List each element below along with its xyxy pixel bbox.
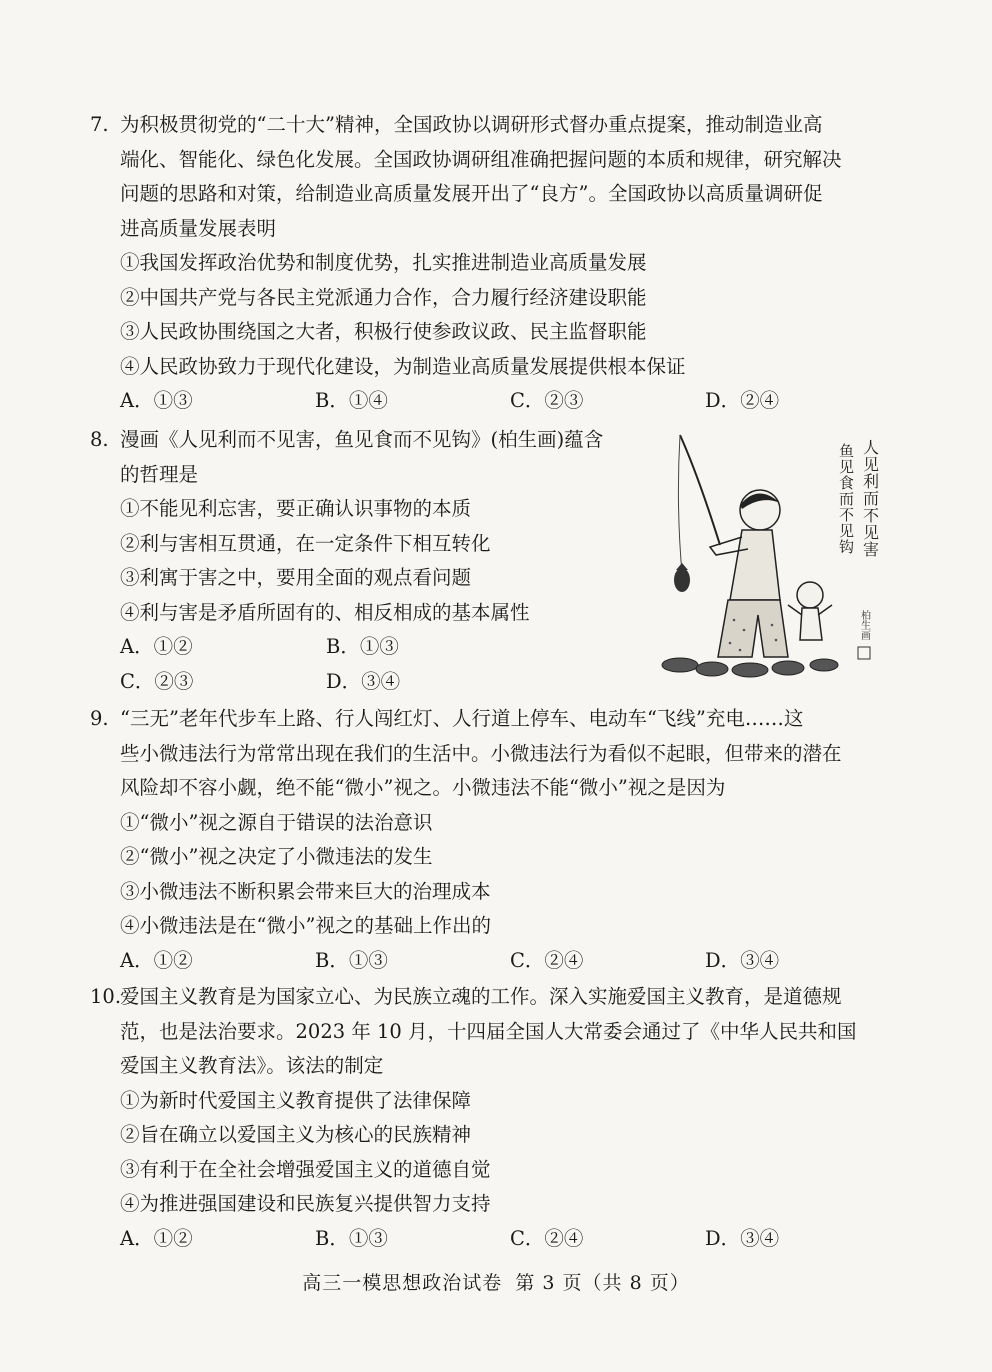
stem-line: 风险却不容小觑，绝不能“微小”视之。小微违法不能“微小”视之是因为 [120,776,726,799]
option-c[interactable]: C．②③ [510,389,584,412]
option-d[interactable]: D．②④ [705,389,780,412]
statement: ③有利于在全社会增强爱国主义的道德自觉 [120,1157,491,1181]
stem-line: 进高质量发展表明 [120,216,277,240]
option-a[interactable]: A．①② [120,1226,193,1250]
statement: ③利寓于害之中，要用全面的观点看问题 [120,566,472,589]
answer-options [90,1222,900,1257]
page-footer [0,1268,992,1295]
statement: ①我国发挥政治优势和制度优势，扎实推进制造业高质量发展 [120,251,647,274]
answer-options-row-1 [90,630,650,665]
question-number: 8. [90,428,109,451]
fish-icon [674,568,690,592]
statement: ①不能见利忘害，要正确认识事物的本质 [120,497,472,520]
stem-line: 8. 漫画《人见利而不见害，鱼见食而不见钩》(柏生画)蕴含 [90,423,650,458]
option-c[interactable]: C．②③ [120,669,194,693]
answer-options [90,944,900,979]
option-c[interactable]: C．②④ [510,948,584,972]
man-trousers [718,600,788,657]
statement: ④人民政协致力于现代化建设，为制造业高质量发展提供根本保证 [120,354,686,378]
option-c[interactable]: C．②④ [510,1226,584,1250]
question-number: 10. [90,985,122,1008]
stem-line: 9. “三无”老年代步车上路、行人闯红灯、人行道上停车、电动车“飞线”充电……这 [90,702,900,737]
statement: ③小微违法不断积累会带来巨大的治理成本 [120,879,491,903]
statement: ②旨在确立以爱国主义为核心的民族精神 [120,1123,472,1146]
stem-line: 端化、智能化、绿色化发展。全国政协调研组准确把握问题的本质和规律，研究解决 [120,147,842,171]
option-d[interactable]: D．③④ [705,1226,780,1250]
stem-line: 10. 爱国主义教育是为国家立心、为民族立魂的工作。深入实施爱国主义教育，是道德规 [90,980,900,1015]
statement: ①“微小”视之源自于错误的法治意识 [120,810,433,834]
fishing-rod [680,435,720,545]
stem-line: 范，也是法治要求。2023 年 10 月，十四届全国人大常委会通过了《中华人民共和国 [120,1019,857,1043]
statement: ②利与害相互贯通，在一定条件下相互转化 [120,531,491,555]
question-stem [90,108,900,246]
page-number: 第 3 页（共 8 页） [515,1272,690,1294]
option-d[interactable]: D．③④ [705,948,780,972]
option-a[interactable]: A．①③ [120,389,193,412]
stem-line: 7. 为积极贯彻党的“二十大”精神，全国政协以调研形式督办重点提案，推动制造业高 [90,108,900,143]
cartoon-signature: 柏生画 [858,610,870,640]
option-d[interactable]: D．③④ [326,669,401,693]
stem-line: 的哲理是 [120,462,199,486]
question-number: 9. [90,707,109,730]
man-body [730,530,780,600]
stem-line: 些小微违法行为常常出现在我们的生活中。小微违法行为看似不起眼，但带来的潜在 [120,741,842,765]
cartoon-fisherman-illustration [650,425,895,695]
cartoon-caption-col1: 人见利而不见害 [860,439,880,558]
statement: ①为新时代爱国主义教育提供了法律保障 [120,1088,472,1112]
question-8 [90,423,650,699]
statement: ④利与害是矛盾所固有的、相反相成的基本属性 [120,600,530,624]
option-b[interactable]: B．①③ [315,1226,388,1250]
cartoon-caption-col2: 鱼见食而不见钩 [837,443,855,555]
child-body [800,608,822,640]
answer-options-row-2 [90,665,650,700]
rocks [662,658,838,677]
exam-title: 高三一模思想政治试卷 [302,1272,503,1294]
statement: ③人民政协围绕国之大者，积极行使参政议政、民主监督职能 [120,320,647,343]
question-7 [90,108,900,419]
option-b[interactable]: B．①③ [326,635,399,658]
answer-options [90,384,900,419]
option-a[interactable]: A．①② [120,635,193,658]
option-b[interactable]: B．①④ [315,389,388,412]
question-number: 7. [90,113,109,136]
question-10 [90,980,900,1256]
statement: ④为推进强国建设和民族复兴提供智力支持 [120,1192,491,1215]
statement: ④小微违法是在“微小”视之的基础上作出的 [120,914,491,937]
stem-line: 爱国主义教育法》。该法的制定 [120,1054,384,1077]
stem-line: 问题的思路和对策，给制造业高质量发展开出了“良方”。全国政协以高质量调研促 [120,182,823,205]
fishing-line [678,435,682,573]
option-b[interactable]: B．①③ [315,948,388,972]
question-9 [90,702,900,978]
seal-stamp [858,647,870,659]
child-head [797,582,823,608]
option-a[interactable]: A．①② [120,948,193,972]
statement: ②“微小”视之决定了小微违法的发生 [120,845,433,868]
statement: ②中国共产党与各民主党派通力合作，合力履行经济建设职能 [120,285,647,309]
